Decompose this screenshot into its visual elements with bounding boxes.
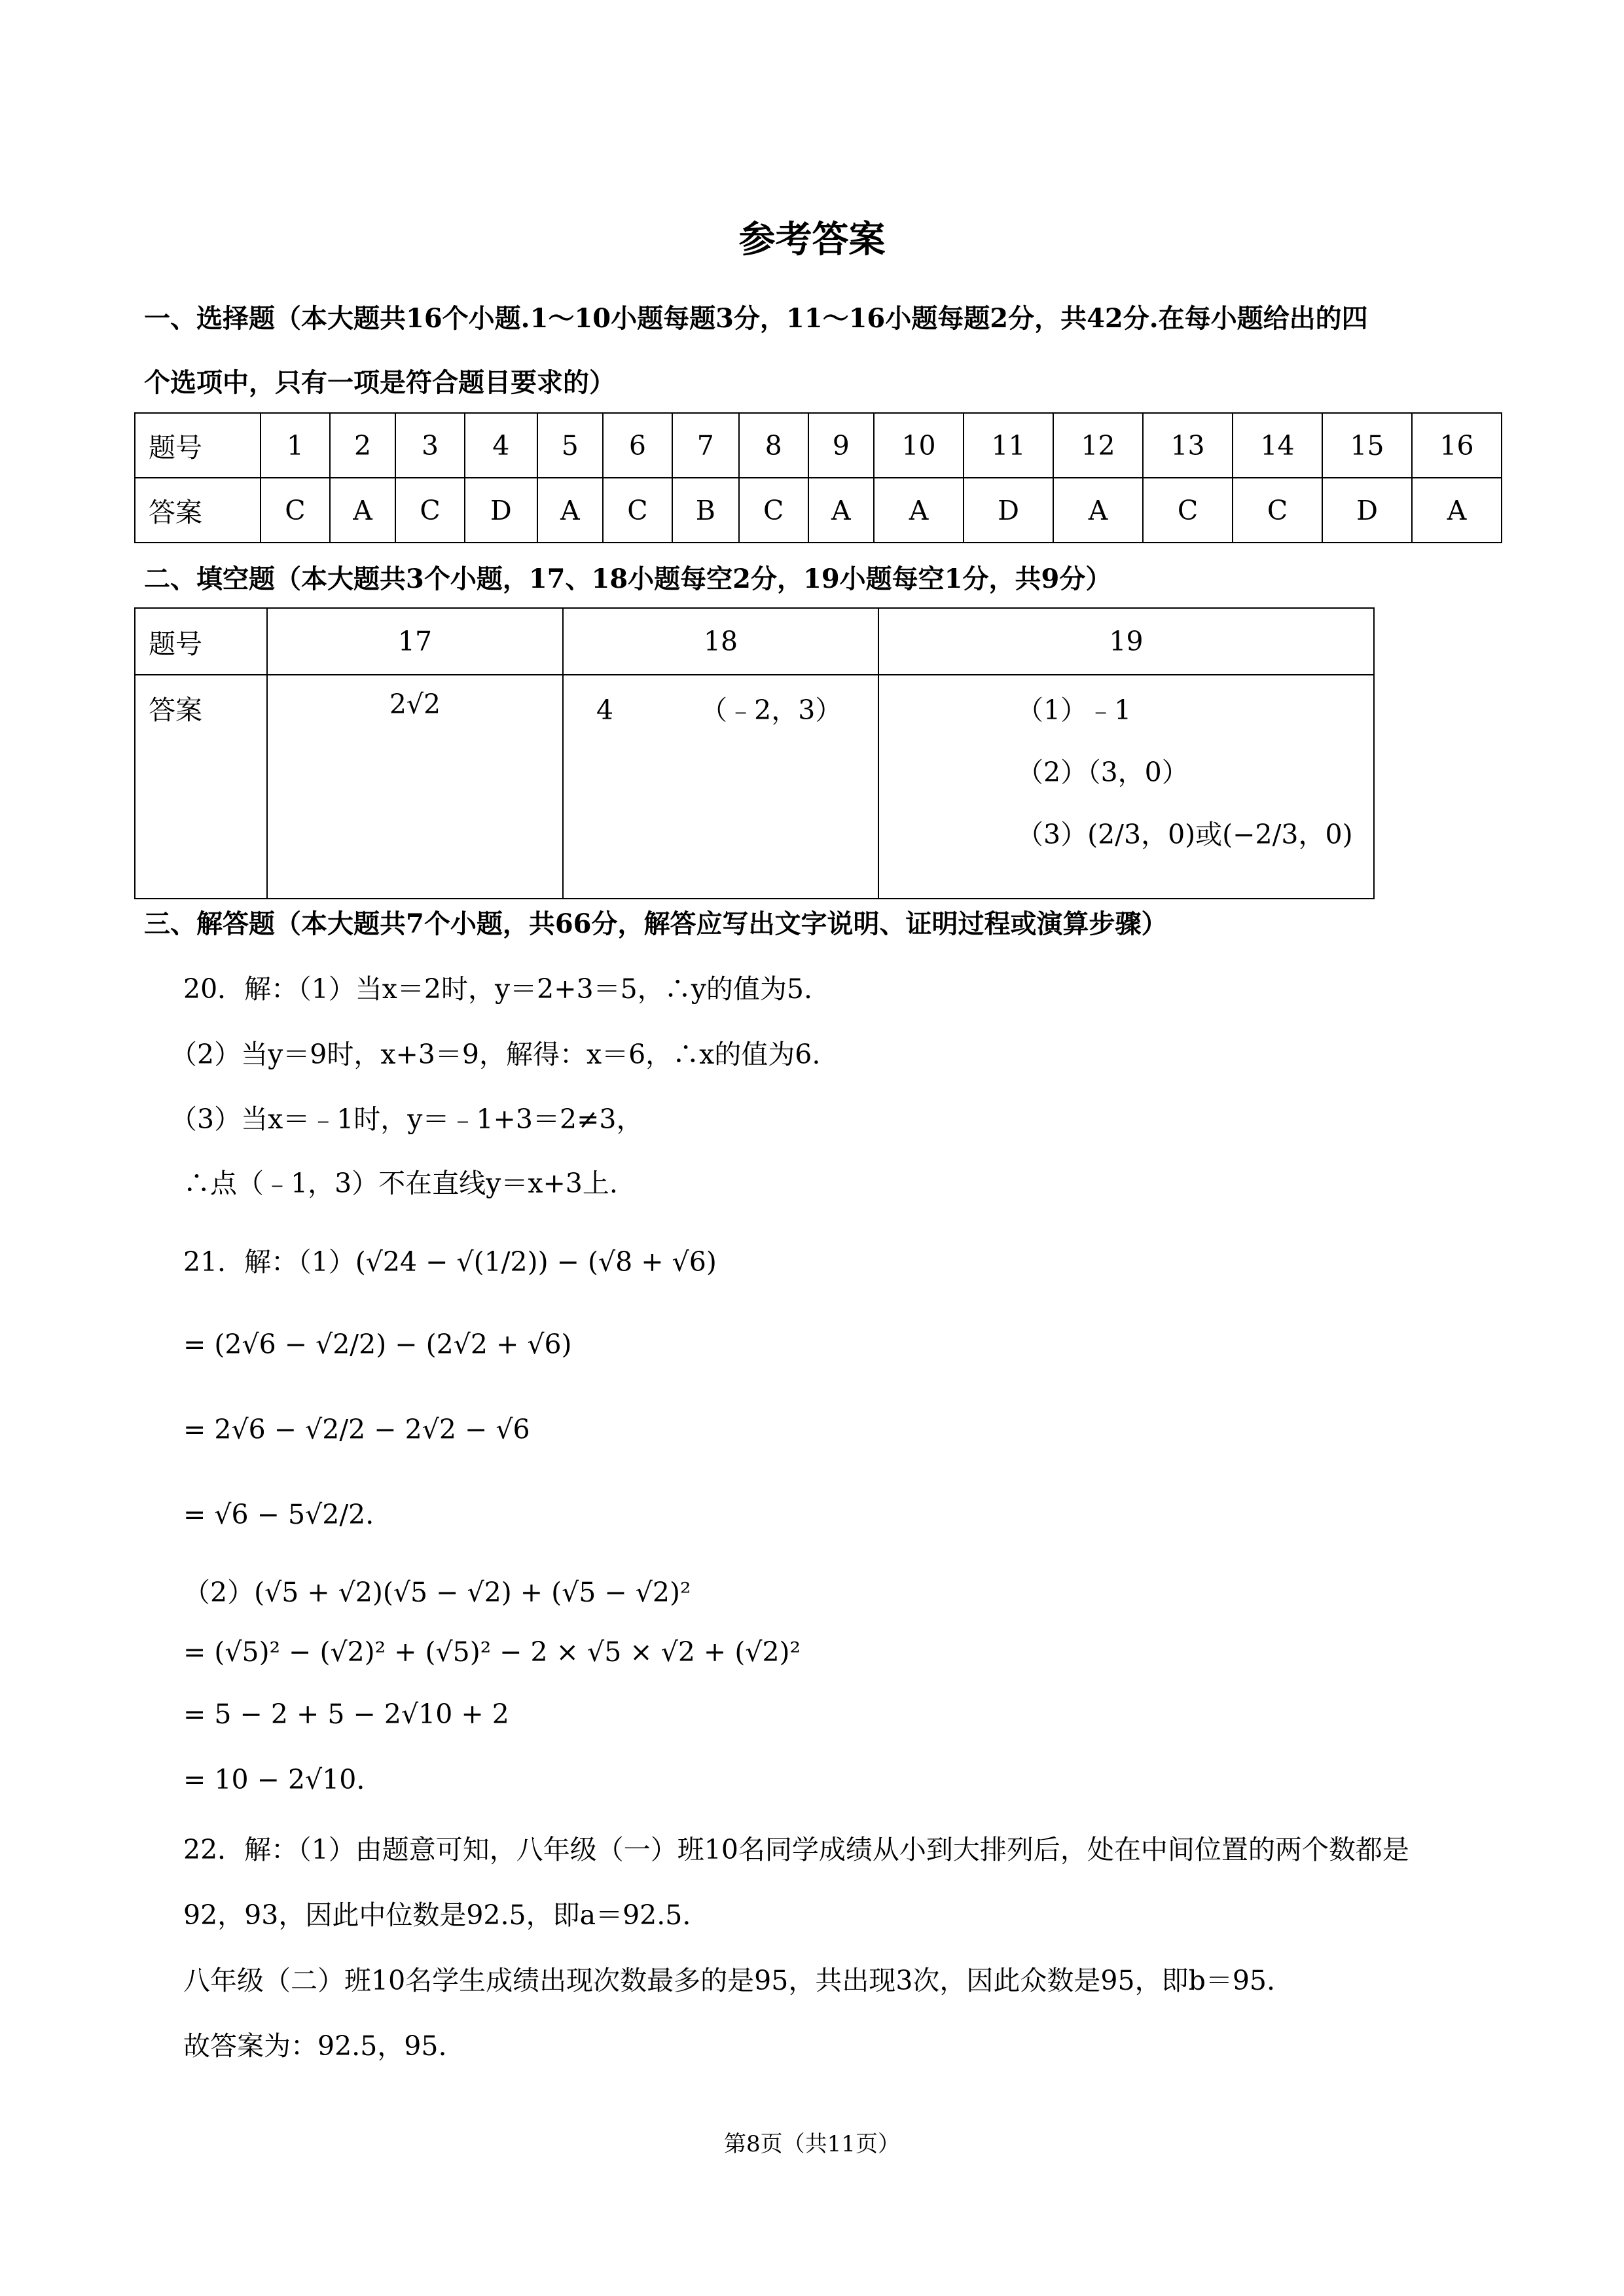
question-number: 9	[808, 413, 874, 478]
row-label-number: 题号	[135, 608, 267, 675]
answer-18	[563, 675, 878, 899]
q21-line3: = 2√6 − √2/2 − 2√2 − √6	[183, 1414, 530, 1445]
question-number: 10	[874, 413, 964, 478]
answer-cell: C	[1233, 478, 1322, 543]
answer-18-second: （﹣2，3）	[700, 694, 842, 726]
answer-cell: C	[603, 478, 672, 543]
row-label-answer: 答案	[135, 478, 261, 543]
q22-line2: 92，93，因此中位数是92.5，即a＝92.5.	[183, 1899, 691, 1931]
answer-19-part2: （2）（3，0）	[1017, 757, 1189, 788]
table-row-numbers	[135, 608, 1374, 675]
answer-cell: D	[1322, 478, 1412, 543]
question-number: 14	[1233, 413, 1322, 478]
answer-17	[267, 675, 563, 899]
question-number: 6	[603, 413, 672, 478]
question-number: 12	[1053, 413, 1143, 478]
q20-line2: （2）当y＝9时，x+3＝9，解得：x＝6，∴x的值为6.	[170, 1039, 821, 1070]
question-number: 11	[964, 413, 1053, 478]
q21-line7: = 5 − 2 + 5 − 2√10 + 2	[183, 1698, 509, 1730]
section1-heading-line1: 一、选择题（本大题共16个小题.1～10小题每题3分，11～16小题每题2分，共42分.在每小题给出的四	[144, 303, 1368, 334]
question-number: 15	[1322, 413, 1412, 478]
row-label-number: 题号	[135, 413, 261, 478]
question-number: 19	[878, 608, 1374, 675]
answer-cell: A	[1412, 478, 1502, 543]
answer-cell: A	[330, 478, 395, 543]
answer-cell: A	[1053, 478, 1143, 543]
row-label-answer: 答案	[135, 675, 267, 899]
q21-line2: = (2√6 − √2/2) − (2√2 + √6)	[183, 1329, 572, 1360]
answer-cell: A	[808, 478, 874, 543]
answer-cell: A	[537, 478, 603, 543]
choice-answer-table	[134, 412, 1502, 543]
answer-cell: C	[261, 478, 330, 543]
q21-line4: = √6 − 5√2/2.	[183, 1499, 374, 1530]
question-number: 7	[672, 413, 739, 478]
q22-line3: 八年级（二）班10名学生成绩出现次数最多的是95，共出现3次，因此众数是95，即b＝95.	[183, 1965, 1276, 1996]
answer-19-part3: （3）(2/3，0)或(−2/3，0)	[1017, 819, 1353, 850]
section3-heading: 三、解答题（本大题共7个小题，共66分，解答应写出文字说明、证明过程或演算步骤）	[144, 908, 1168, 939]
q22-line1: 22．解：（1）由题意可知，八年级（一）班10名同学成绩从小到大排列后，处在中间位置的两个数都是	[183, 1834, 1409, 1865]
q20-line1: 20．解：（1）当x＝2时，y＝2+3＝5，∴y的值为5.	[183, 973, 813, 1005]
answer-cell: D	[465, 478, 537, 543]
q21-line5: （2）(√5 + √2)(√5 − √2) + (√5 − √2)²	[183, 1577, 691, 1608]
question-number: 16	[1412, 413, 1502, 478]
question-number: 3	[395, 413, 465, 478]
table-row-numbers	[135, 413, 1502, 478]
q20-line4: ∴点（﹣1，3）不在直线y＝x+3上.	[183, 1168, 618, 1199]
answer-cell: A	[874, 478, 964, 543]
answer-cell: B	[672, 478, 739, 543]
question-number: 2	[330, 413, 395, 478]
answer-cell: C	[395, 478, 465, 543]
answer-19-part1: （1）﹣1	[1017, 694, 1132, 726]
q21-line1: 21．解：（1）(√24 − √(1/2)) − (√8 + √6)	[183, 1246, 717, 1278]
q20-line3: （3）当x＝﹣1时，y＝﹣1+3＝2≠3，	[170, 1103, 643, 1135]
table-row-answers	[135, 478, 1502, 543]
answer-cell: D	[964, 478, 1053, 543]
q22-line4: 故答案为：92.5，95.	[183, 2030, 447, 2062]
question-number: 5	[537, 413, 603, 478]
q21-line6: = (√5)² − (√2)² + (√5)² − 2 × √5 × √2 + (√2)²	[183, 1636, 801, 1668]
page-title: 参考答案	[738, 218, 886, 261]
question-number: 1	[261, 413, 330, 478]
answer-17-text: 2√2	[389, 689, 441, 720]
q21-line8: = 10 − 2√10.	[183, 1764, 365, 1795]
question-number: 8	[739, 413, 808, 478]
question-number: 13	[1143, 413, 1233, 478]
page-footer: 第8页（共11页）	[724, 2131, 900, 2157]
question-number: 17	[267, 608, 563, 675]
answer-cell: C	[1143, 478, 1233, 543]
fill-answer-table	[134, 607, 1375, 899]
question-number: 18	[563, 608, 878, 675]
table-row-answers	[135, 675, 1374, 899]
answer-cell: C	[739, 478, 808, 543]
question-number: 4	[465, 413, 537, 478]
section2-heading: 二、填空题（本大题共3个小题，17、18小题每空2分，19小题每空1分，共9分）	[144, 564, 1112, 594]
answer-18-first: 4	[596, 694, 614, 726]
answer-19	[878, 675, 1374, 899]
section1-heading-line2: 个选项中，只有一项是符合题目要求的）	[144, 367, 615, 398]
